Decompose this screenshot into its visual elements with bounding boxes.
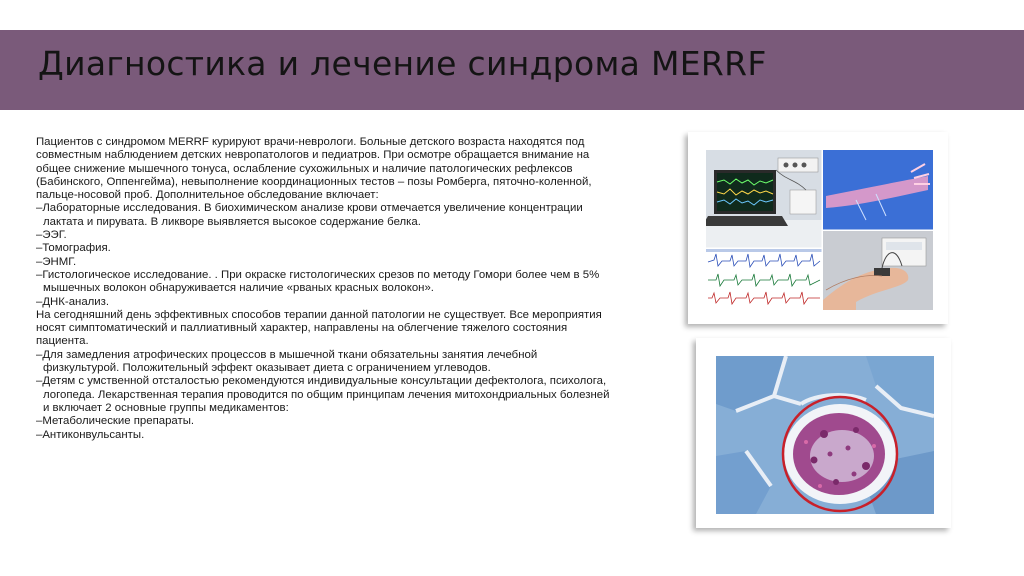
paragraph-therapy: На сегодняшний день эффективных способов терапии данной патологии не существует. Все мероприятия носят симптоматический и паллиативный характер, направлены на облегчение тяжелого состояния пациента. [36,308,602,348]
bullet-lab-tests: –Лабораторные исследования. В биохимическом анализе крови отмечается увеличение концентрации лактата и пирувата. В ликворе выявляется высокое содержание белка. [36,202,583,228]
bullet-dna: –ДНК-анализ. [36,295,110,308]
bullet-eeg: –ЭЭГ. [36,229,67,242]
bullet-consultations: –Детям с умственной отсталостью рекомендуются индивидуальные консультации дефектолога, психолога, логопеда. Лекарственная терапия проводится по общим принципам лечения митохондриальных болезней и включает 2 основные группы медикаментов: [36,375,610,414]
equipment-collage-image [706,150,933,310]
bullet-enmg: –ЭНМГ. [36,255,77,268]
bullet-tomography: –Томография. [36,242,111,255]
body-text [36,136,616,442]
bullet-histology: –Гистологическое исследование. . При окраске гистологических срезов по методу Гомори более чем в 5% мышечных волокон обнаруживается наличие «рваных красных волокон». [36,268,600,295]
paragraph-intro: Пациентов с синдромом MERRF курируют врачи-неврологи. Больные детского возраста находятся под совместным наблюдением детских невропатологов и педиатров. При осмотре обращается внимание на общее снижение мышечного тонуса, ослабление сухожильных и наличие патологических рефлексов (Бабинского, Оппенгейма), невыполнение координационных тестов – позы Ромберга, пяточно-коленной, пальце-носовой проб. Дополнительное обследование включает: [36,136,592,202]
slide-title: Диагностика и лечение синдрома MERRF [38,44,767,83]
title-bar [0,30,1024,110]
bullet-metabolic: –Метаболические препараты. [36,415,195,428]
bullet-anticonvulsants: –Антиконвульсанты. [36,428,145,441]
ragged-red-fiber-micrograph [716,356,934,514]
bullet-exercise: –Для замедления атрофических процессов в мышечной ткани обязательны занятия лечебной физкультурой. Положительный эффект оказывает диета с ограничением углеводов. [36,348,538,375]
